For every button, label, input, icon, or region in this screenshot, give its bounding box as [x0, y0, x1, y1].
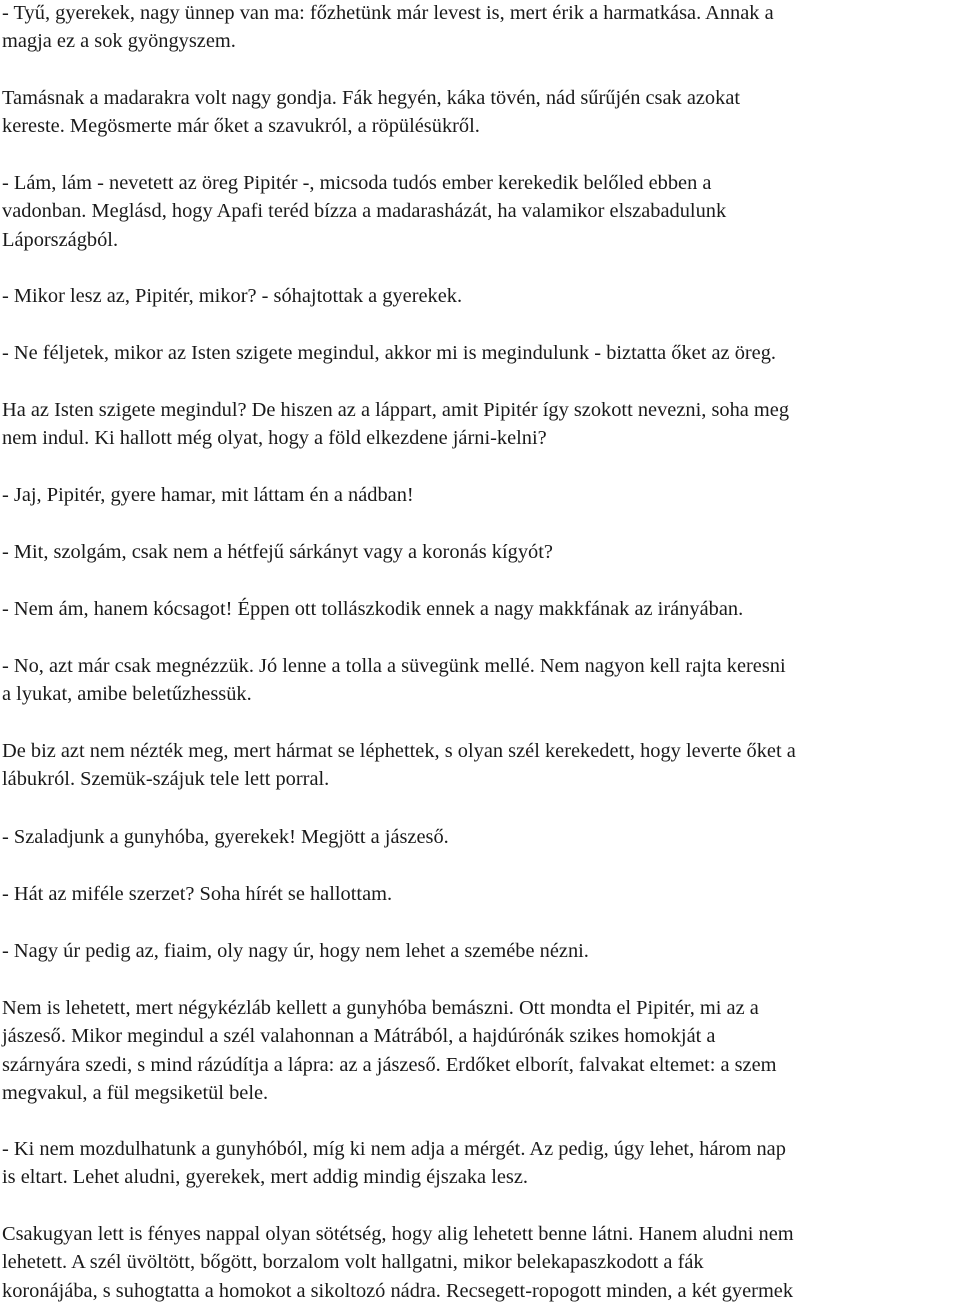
paragraph-7 — [2, 481, 958, 509]
paragraph-4 — [2, 282, 958, 310]
text-line: is eltart. Lehet aludni, gyerekek, mert addig mindig éjszaka lesz. — [2, 1166, 529, 1189]
paragraph-2 — [2, 84, 958, 141]
paragraph-9 — [2, 595, 958, 623]
text-line: Tamásnak a madarakra volt nagy gondja. Fák hegyén, káka tövén, nád sűrűjén csak azokat — [2, 87, 741, 109]
paragraph-3 — [2, 169, 958, 254]
text-line: - Mit, szolgám, csak nem a hétfejű sárkányt vagy a koronás kígyót? — [2, 541, 553, 563]
text-line: - Szaladjunk a gunyhóba, gyerekek! Megjött a jászeső. — [2, 826, 449, 848]
text-line: - Lám, lám - nevetett az öreg Pipitér -, micsoda tudós ember kerekedik belőled ebben a — [2, 172, 712, 194]
text-line: Csakugyan lett is fényes nappal olyan sötétség, hogy alig lehetett benne látni. Hanem aludni nem — [2, 1223, 794, 1245]
paragraph-11 — [2, 737, 958, 794]
paragraph-10 — [2, 652, 958, 709]
text-line: vadonban. Meglásd, hogy Apafi teréd bízza a madarasházát, ha valamikor elszabadulunk — [2, 200, 727, 223]
text-line: - Ki nem mozdulhatunk a gunyhóból, míg ki nem adja a mérgét. Az pedig, úgy lehet, három nap — [2, 1138, 786, 1160]
text-line: nem indul. Ki hallott még olyat, hogy a föld elkezdene járni-kelni? — [2, 427, 547, 450]
text-line: Nem is lehetett, mert négykézláb kellett a gunyhóba bemászni. Ott mondta el Pipitér, mi az a — [2, 997, 759, 1019]
paragraph-8 — [2, 538, 958, 566]
text-line: a lyukat, amibe beletűzhessük. — [2, 683, 252, 706]
text-line: - Mikor lesz az, Pipitér, mikor? - sóhajtottak a gyerekek. — [2, 285, 463, 307]
text-line: - Hát az miféle szerzet? Soha hírét se hallottam. — [2, 883, 393, 905]
text-line: - Jaj, Pipitér, gyere hamar, mit láttam én a nádban! — [2, 484, 414, 506]
text-line: Lápországból. — [2, 228, 119, 251]
paragraph-1 — [2, 0, 958, 56]
text-line: Ha az Isten szigete megindul? De hiszen az a láppart, amit Pipitér így szokott nevezni, soha meg — [2, 399, 790, 421]
paragraph-15 — [2, 994, 958, 1108]
text-line: De biz azt nem nézték meg, mert hármat se léphettek, s olyan szél kerekedett, hogy leverte őket a — [2, 740, 796, 762]
text-line: jászeső. Mikor megindul a szél valahonnan a Mátrából, a hajdúrónák szikes homokját a — [2, 1025, 716, 1048]
text-line: lehetett. A szél üvöltött, bőgött, borzalom volt hallgatni, mikor belekapaszkodott a fák — [2, 1251, 704, 1274]
text-line: lábukról. Szemük-szájuk tele lett porral. — [2, 768, 330, 791]
paragraph-16 — [2, 1135, 958, 1192]
text-line: - Tyű, gyerekek, nagy ünnep van ma: főzhetünk már levest is, mert érik a harmatkása. Annak a — [2, 2, 774, 24]
paragraph-13 — [2, 880, 958, 908]
text-line: magja ez a sok gyöngyszem. — [2, 30, 236, 53]
text-line: - Ne féljetek, mikor az Isten szigete megindul, akkor mi is megindulunk - biztatta őket az öreg. — [2, 342, 777, 364]
text-line: - Nem ám, hanem kócsagot! Éppen ott tollászkodik ennek a nagy makkfának az irányában. — [2, 598, 744, 620]
paragraph-14 — [2, 937, 958, 965]
text-line: kereste. Megösmerte már őket a szavukról, a röpülésükről. — [2, 115, 480, 138]
text-line: szárnyára szedi, s mind rázúdítja a lápra: az a jászeső. Erdőket elborít, falvakat eltemet: a szem — [2, 1053, 777, 1076]
text-line: koronájába, s suhogtatta a homokot a sikoltozó nádra. Recsegett-ropogott minden, a két gyermek — [2, 1279, 794, 1302]
text-line: megvakul, a fül megsiketül bele. — [2, 1082, 269, 1105]
paragraph-6 — [2, 396, 958, 453]
paragraph-17 — [2, 1220, 958, 1305]
paragraph-12 — [2, 823, 958, 851]
paragraph-5 — [2, 339, 958, 367]
text-line: - No, azt már csak megnézzük. Jó lenne a tolla a süvegünk mellé. Nem nagyon kell rajta keresni — [2, 655, 786, 677]
text-line: - Nagy úr pedig az, fiaim, oly nagy úr, hogy nem lehet a szemébe nézni. — [2, 940, 589, 962]
